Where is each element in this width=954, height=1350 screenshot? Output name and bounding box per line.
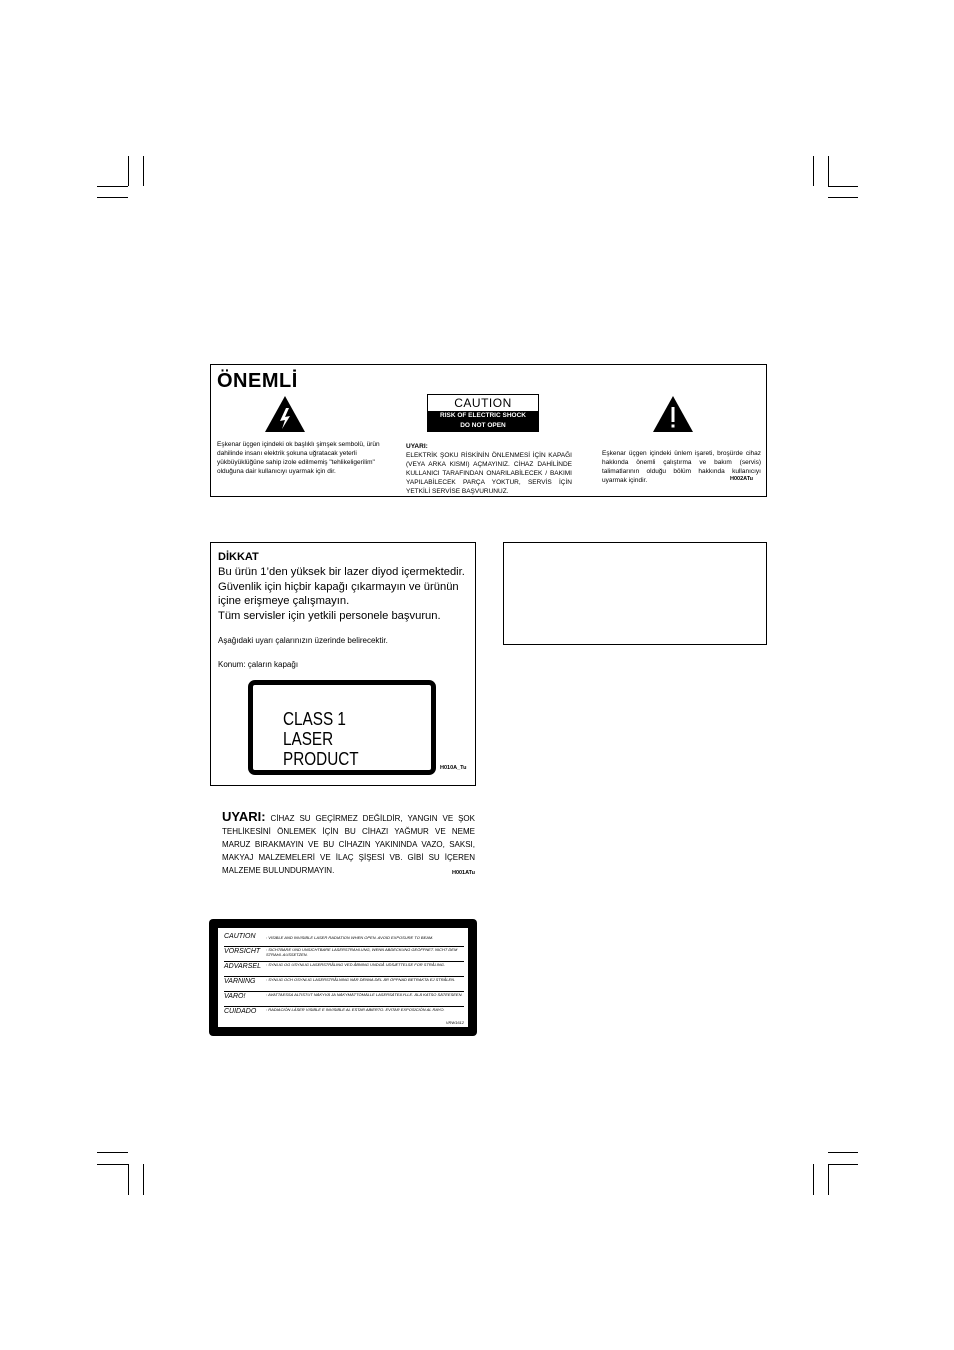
label-row-name: CUIDADO — [224, 1008, 257, 1015]
label-row-name: VARO! — [224, 993, 246, 1000]
label-row — [224, 947, 464, 962]
dikkat-body — [218, 565, 474, 623]
crop-mark — [813, 1164, 814, 1195]
label-row-text: : SICHTBARE UND UNSICHTBARE LASERSTRAHLUNG, WENN ABDECKUNG GEÖFFNET. NICHT DEM STRAHL AUSSETZEN. — [266, 947, 458, 957]
crop-mark — [143, 156, 144, 186]
crop-mark — [828, 197, 858, 198]
empty-box — [503, 542, 767, 645]
crop-mark — [828, 1164, 858, 1165]
exclamation-warning-icon — [652, 395, 694, 433]
crop-mark — [828, 186, 858, 187]
dikkat-code: H010A_Tu — [440, 765, 467, 771]
crop-mark — [97, 1164, 128, 1165]
class-label-line2: LASER PRODUCT — [283, 729, 359, 769]
important-title: ÖNEMLİ — [217, 370, 298, 392]
label-row-text: : AVATTAESSA ALTISTUT NÄKYVÄ JA NÄKYMÄTTÖMÄLLE LASERSÄTEILYLLE. ÄLÄ KATSO SÄTEESEEN. — [266, 992, 463, 997]
crop-mark — [828, 156, 829, 186]
dikkat-notice: Aşağıdaki uyarı çalarınızın üzerinde belirecektir. — [218, 636, 388, 645]
dikkat-title: DİKKAT — [218, 551, 259, 563]
caution-label — [427, 394, 539, 432]
label-row-text: : VISIBLE AND INVISIBLE LASER RADIATION WHEN OPEN. AVOID EXPOSURE TO BEAM. — [266, 935, 434, 940]
label-code: VRW1612 — [445, 1020, 464, 1025]
crop-mark — [143, 1164, 144, 1195]
crop-mark — [813, 156, 814, 186]
important-code: H002ATu — [730, 476, 754, 482]
uyari-heading: UYARI: — [222, 809, 266, 824]
label-row-text: : RADIACIÓN LÁSER VISIBLE E INVISIBLE AL ESTAR ABIERTO. EVITAR EXPOSICIÓN AL RAYO. — [266, 1007, 445, 1012]
multilingual-laser-label — [209, 919, 477, 1036]
crop-mark — [128, 156, 129, 186]
caution-label-line1: RISK OF ELECTRIC SHOCK — [440, 412, 526, 419]
class-label-text — [283, 709, 409, 769]
caution-label-title: CAUTION — [454, 396, 512, 410]
crop-mark — [97, 186, 128, 187]
lightning-warning-text: Eşkenar üçgen içindeki ok başlıklı şimşek sembolü, ürün dahilinde insanı elektrik şokuna uğratacak yeterli yükbüyüklüğüne sahip izole edilmemiş "tehlikeligerilim" olduğuna dair kullanıcıyı uyarmak için dir. — [217, 441, 380, 475]
class-1-laser-label — [248, 680, 436, 775]
dikkat-line: Bu ürün 1’den yüksek bir lazer diyod içermektedir. — [218, 566, 465, 578]
crop-mark — [128, 1164, 129, 1195]
label-row-name: ADVARSEL — [224, 963, 261, 970]
label-row — [224, 962, 464, 977]
uyari-code: H001ATu — [451, 870, 475, 876]
dikkat-location: Konum: çaların kapağı — [218, 660, 299, 669]
label-row-name: CAUTION — [224, 933, 256, 940]
dikkat-box — [210, 542, 476, 786]
crop-mark — [828, 1152, 858, 1153]
label-row-name: VARNING — [224, 978, 256, 985]
dikkat-line: Tüm servisler için yetkili personele başvurun. — [218, 609, 441, 622]
lightning-warning-icon — [264, 395, 306, 433]
dikkat-line: Güvenlik için hiçbir kapağı çıkarmayın ve ürünün — [218, 580, 459, 593]
label-row-text: : SYNLIG OCH OSYNLIG LASERSTRÅLNING NÄR DENNA DEL ÄR ÖPPNAD BETRAKTA EJ STRÅLEN. — [266, 977, 456, 982]
label-row — [224, 932, 464, 947]
class-label-line1: CLASS 1 — [283, 709, 346, 729]
important-notice-box — [210, 364, 767, 497]
multilingual-label-inner — [218, 928, 468, 1027]
center-warning-heading: UYARI: — [406, 443, 428, 450]
label-row-text: : SYNLIG OG USYNLIG LASERSTRÅLING VED ÅBNING UNDGÅ UDSÆTTELSE FOR STRÅLING. — [266, 962, 445, 967]
dikkat-line: içine erişmeye çalışmayın. — [218, 595, 350, 607]
label-row — [224, 1007, 464, 1021]
caution-label-line2: DO NOT OPEN — [460, 421, 506, 429]
label-row — [224, 992, 464, 1007]
caution-label-warning — [428, 411, 538, 431]
crop-mark — [97, 1152, 128, 1153]
uyari-text: CİHAZ SU GEÇİRMEZ DEĞİLDİR, YANGIN VE ŞOK TEHLİKESİNİ ÖNLEMEK İÇİN BU CİHAZI YAĞMUR VE NEME MARUZ BIRAKMAYIN VE BU CİHAZIN YAKININDA VAZO, SAKSI, MAKYAJ MALZEMELERİ VE İLAÇ ŞİŞESİ VB. GİBİ SU İÇEREN MALZEME BULUNDURMAYIN. — [222, 814, 475, 875]
center-warning-text: ELEKTRİK ŞOKU RİSKİNİN ÖNLENMESİ İÇİN KAPAĞI (VEYA ARKA KISMI) AÇMAYINIZ. CİHAZ DAHİLİNDE KULLANICI TARAFINDAN ONARILABİLECEK / BAKIMI YAPILABİLECEK PARÇA YOKTUR, SERVİS İÇİN YETKİLİ SERVİSE BAŞVURUNUZ. — [406, 452, 572, 495]
label-row — [224, 977, 464, 992]
exclamation-warning-text: Eşkenar üçgen içindeki ünlem işareti, broşürde cihaz hakkında önemli çalıştırma ve bakım (servis) talimatlarının olduğu bölüm hakkında kullanıcıyı uyarmak içindir. — [602, 450, 761, 484]
crop-mark — [97, 197, 128, 198]
label-row-name: VORSICHT — [224, 948, 261, 955]
uyari-paragraph — [222, 810, 475, 880]
crop-mark — [828, 1164, 829, 1195]
